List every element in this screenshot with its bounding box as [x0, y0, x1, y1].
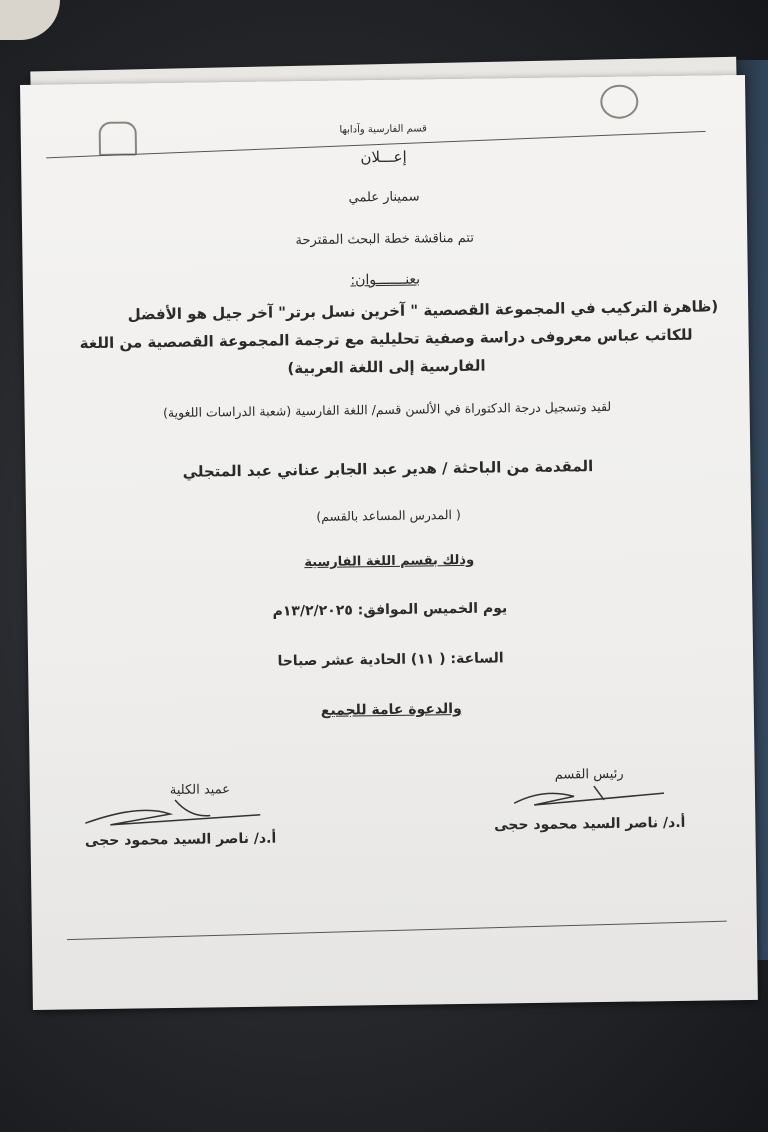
- department-header: قسم الفارسية وآدابها: [339, 123, 428, 136]
- thesis-line-2: للكاتب عباس معروفى دراسة وصفية تحليلية مع ترجمة المجموعة القصصية من اللغة: [79, 325, 693, 353]
- thesis-line-3: الفارسية إلى اللغة العربية): [287, 356, 486, 378]
- researcher-role: ( المدرس المساعد بالقسم): [316, 506, 461, 524]
- invitation-line: والدعوة عامة للجميع: [320, 700, 462, 719]
- background-wall: [0, 0, 60, 40]
- signature-role: رئيس القسم: [554, 766, 624, 783]
- time-line: الساعة: ( ١١) الحادية عشر صباحا: [277, 650, 504, 670]
- signature-role: عميد الكلية: [169, 782, 231, 799]
- signature-name: أ.د/ ناصر السيد محمود حجى: [84, 830, 277, 850]
- degree-line: لقيد وتسجيل درجة الدكتوراة في الألسن قسم/ اللغة الفارسية (شعبة الدراسات اللغوية): [162, 398, 612, 421]
- signature-name: أ.د/ ناصر السيد محمود حجى: [494, 814, 686, 834]
- department-head-signature-block: [493, 766, 685, 834]
- faculty-logo: [600, 84, 638, 119]
- thesis-line-1: (ظاهرة التركيب في المجموعة القصصية " آخرين نسل برتر" آخر جيل هو الأفضل: [127, 297, 719, 324]
- dean-signature-block: [80, 782, 281, 850]
- by-title: بعنـــــــوان:: [350, 271, 421, 289]
- handwritten-signature: [504, 781, 674, 813]
- announcement-document: [20, 75, 758, 1010]
- location-line: وذلك بقسم اللغة الفارسية: [304, 552, 475, 571]
- seminar-subtitle: سمينار علمي: [348, 189, 420, 206]
- footer-divider: [67, 921, 727, 940]
- handwritten-signature: [80, 797, 280, 830]
- announcement-title: إعـــلان: [360, 147, 407, 167]
- intro-line: تتم مناقشة خطة البحث المقترحة: [295, 230, 475, 249]
- researcher-line: المقدمة من الباحثة / هدير عبد الجابر عناني عبد المتجلي: [182, 457, 594, 481]
- date-line: يوم الخميس الموافق: ١٣/٢/٢٠٢٥م: [272, 600, 508, 620]
